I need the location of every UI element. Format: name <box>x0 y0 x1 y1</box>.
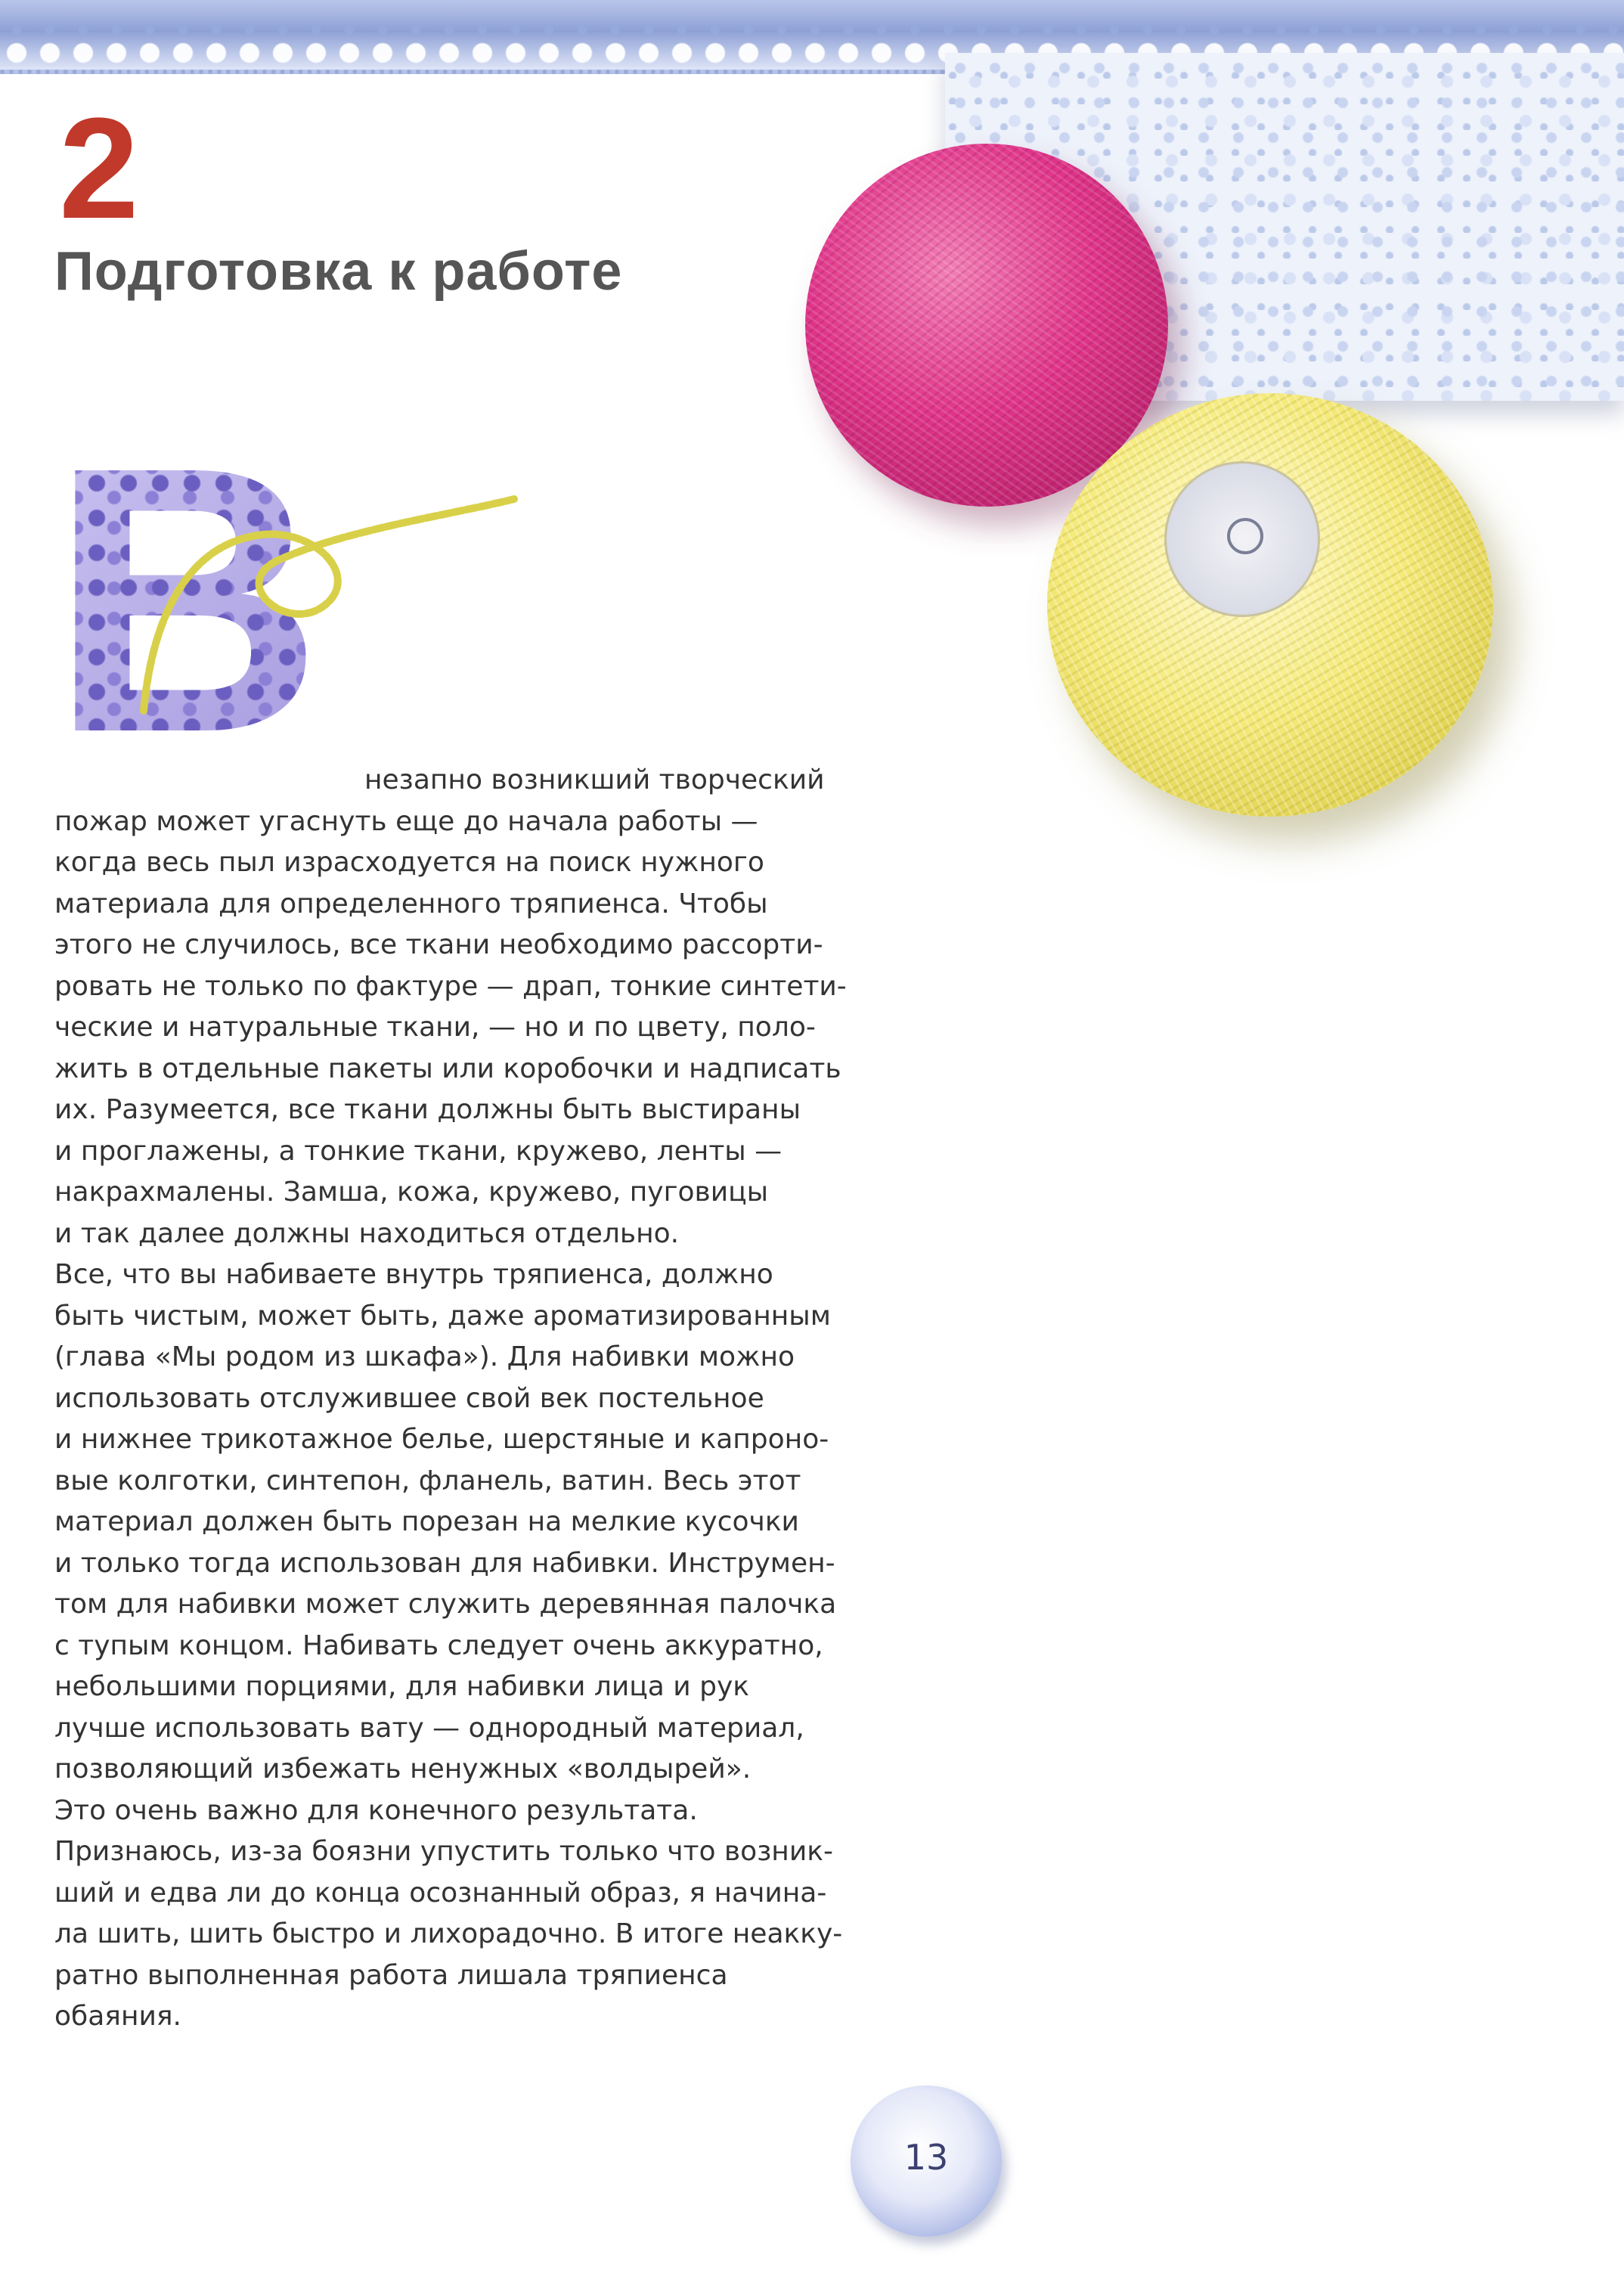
body-line: позволяющий избежать ненужных «волдырей». <box>54 1754 752 1785</box>
body-line: ший и едва ли до конца осознанный образ, я начина- <box>54 1877 827 1909</box>
body-line: их. Разумеется, все ткани должны быть выстираны <box>54 1094 801 1125</box>
pink-yarn-ball-image <box>805 144 1168 507</box>
chapter-title: Подготовка к работе <box>54 241 623 302</box>
drop-cap-letter: В <box>50 388 324 811</box>
body-line: незапно возникший творческий <box>364 764 825 795</box>
body-line: Это очень важно для конечного результата. <box>54 1794 698 1826</box>
body-line: ровать не только по фактуре — драп, тонкие синтети- <box>54 970 847 1002</box>
rose-emblem-icon <box>1227 518 1263 554</box>
body-line: и проглажены, а тонкие ткани, кружево, ленты — <box>54 1135 783 1167</box>
body-line: Признаюсь, из-за боязни упустить только что возник- <box>54 1836 833 1867</box>
body-line: и так далее должны находиться отдельно. <box>54 1217 680 1249</box>
body-line: с тупым концом. Набивать следует очень аккуратно, <box>54 1630 823 1661</box>
body-line: Все, что вы набиваете внутрь тряпиенса, должно <box>54 1259 773 1290</box>
body-line: (глава «Мы родом из шкафа»). Для набивки можно <box>54 1341 795 1372</box>
body-line: небольшими порциями, для набивки лица и рук <box>54 1671 750 1702</box>
body-line: использовать отслужившее свой век постельное <box>54 1382 764 1414</box>
body-line: и только тогда использован для набивки. Инструмен- <box>54 1547 835 1579</box>
body-line: ла шить, шить быстро и лихорадочно. В итоге неакку- <box>54 1918 843 1949</box>
body-line: и нижнее трикотажное белье, шерстяные и капроно- <box>54 1424 829 1455</box>
body-line: материала для определенного тряпиенса. Чтобы <box>54 888 768 919</box>
chapter-number: 2 <box>59 88 139 249</box>
thread-decoration <box>136 492 529 733</box>
body-line: ческие и натуральные ткани, — но и по цвету, поло- <box>54 1012 816 1043</box>
body-line: быть чистым, может быть, даже ароматизированным <box>54 1300 831 1332</box>
body-line: жить в отдельные пакеты или коробочки и надписать <box>54 1053 841 1084</box>
page-number-button-decoration <box>851 2085 1002 2237</box>
body-line: пожар может угаснуть еще до начала работы — <box>54 805 758 837</box>
body-line: этого не случилось, все ткани необходимо рассорти- <box>54 929 823 960</box>
body-line: когда весь пыл израсходуется на поиск нужного <box>54 847 764 878</box>
body-line: ратно выполненная работа лишала тряпиенса <box>54 1959 728 1991</box>
body-line: накрахмалены. Замша, кожа, кружево, пуговицы <box>54 1177 769 1208</box>
body-line: лучше использовать вату — однородный материал, <box>54 1712 804 1744</box>
body-line: материал должен быть порезан на мелкие кусочки <box>54 1506 799 1537</box>
body-line: обаяния. <box>54 2001 181 2032</box>
yarn-label-image <box>1164 461 1320 617</box>
body-line: вые колготки, синтепон, фланель, ватин. Весь этот <box>54 1465 801 1496</box>
page-number: 13 <box>903 2137 949 2178</box>
body-line: том для набивки может служить деревянная палочка <box>54 1589 837 1620</box>
body-text <box>54 760 947 2038</box>
